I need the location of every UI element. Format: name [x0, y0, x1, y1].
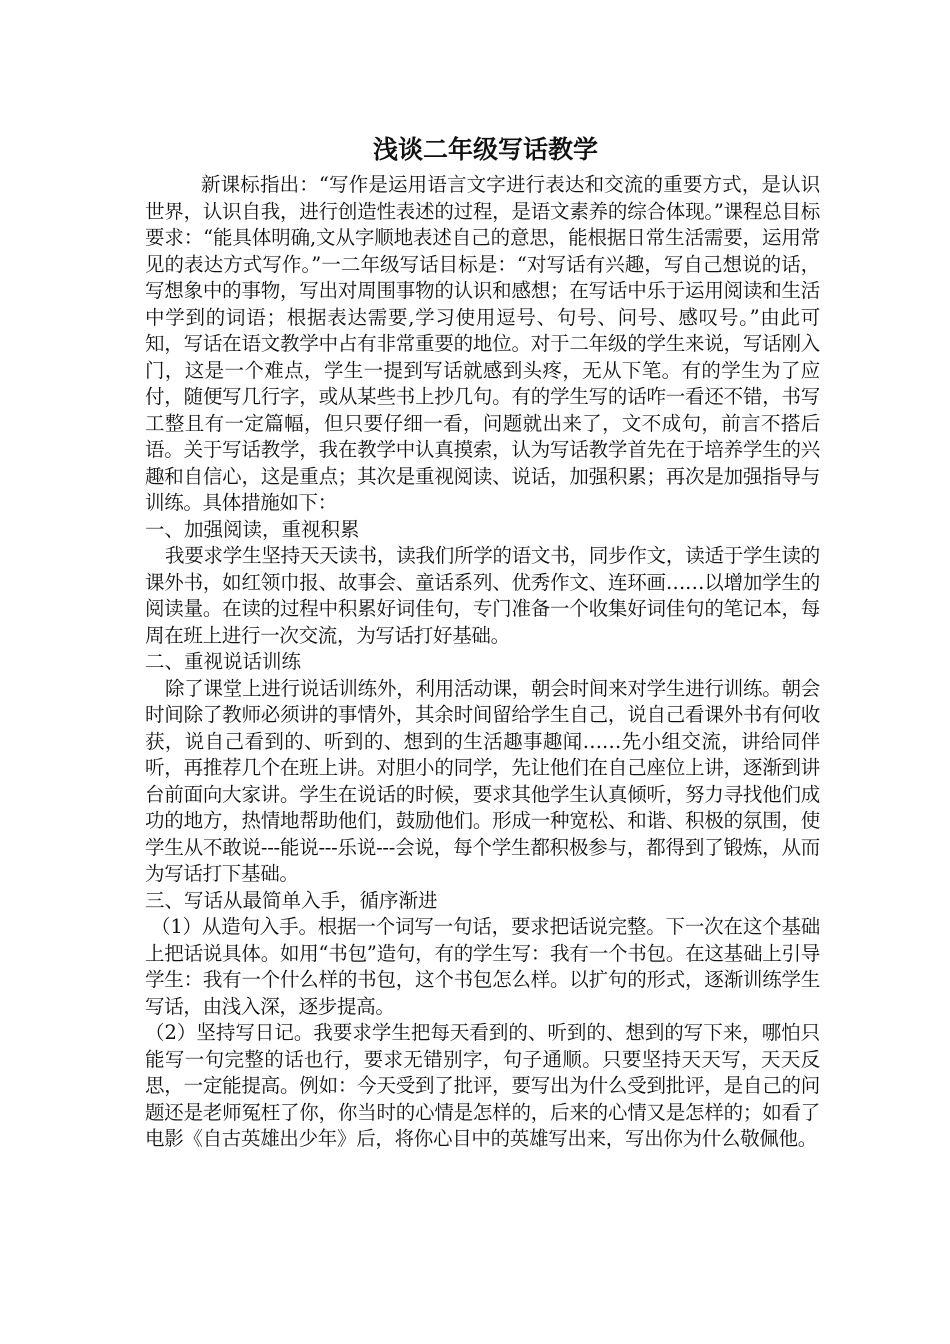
document-page: [145, 132, 820, 1153]
section3-item-2: （2）坚持写日记。我要求学生把每天看到的、听到的、想到的写下来，哪怕只能写一句完整的话也行，要求无错别字，句子通顺。只要坚持天天写，天天反思，一定能提高。例如：今天受到了批评，要写出为什么受到批评，是自己的问题还是老师冤枉了你，你当时的心情是怎样的，后来的心情又是怎样的；如看了电影《自古英雄出少年》后，将你心目中的英雄写出来，写出你为什么敬佩他。: [145, 1021, 820, 1150]
section1-heading: 一、加强阅读，重视积累: [145, 517, 360, 541]
document-title: 浅谈二年级写话教学: [372, 135, 598, 164]
section3-heading: 三、写话从最简单入手，循序渐进: [145, 888, 438, 912]
section2-heading: 二、重视说话训练: [145, 650, 302, 673]
section1-paragraph: 我要求学生坚持天天读书，读我们所学的语文书，同步作文，读适于学生读的课外书，如红领巾报、故事会、童话系列、优秀作文、连环画……以增加学生的阅读量。在读的过程中积累好词佳句，专门准备一个收集好词佳句的笔记本，每周在班上进行一次交流，为写话打好基础。: [145, 544, 820, 647]
intro-paragraph: 新课标指出：“写作是运用语言文字进行表达和交流的重要方式，是认识世界，认识自我，进行创造性表述的过程，是语文素养的综合体现。”课程总目标要求：“能具体明确,文从字顺地表述自己的意思，能根据日常生活需要，运用常见的表达方式写作。”一二年级写话目标是：“对写话有兴趣，写自己想说的话，写想象中的事物，写出对周围事物的认识和感想；在写话中乐于运用阅读和生活中学到的词语；根据表达需要,学习使用逗号、句号、问号、感叹号。”由此可知，写话在语文教学中占有非常重要的地位。对于二年级的学生来说，写话刚入门，这是一个难点，学生一提到写话就感到头疼，无从下笔。有的学生为了应付，随便写几行字，或从某些书上抄几句。有的学生写的话咋一看还不错，书写工整且有一定篇幅，但只要仔细一看，问题就出来了，文不成句，前言不搭后语。关于写话教学，我在教学中认真摸索，认为写话教学首先在于培养学生的兴趣和自信心，这是重点；其次是重视阅读、说话，加强积累；再次是加强指导与训练。具体措施如下：: [145, 173, 820, 514]
section2-paragraph: 除了课堂上进行说话训练外，利用活动课，朝会时间来对学生进行训练。朝会时间除了教师必须讲的事情外，其余时间留给学生自己，说自己看课外书有何收获，说自己看到的、听到的、想到的生活趣事趣闻……先小组交流，讲给同伴听，再推荐几个在班上讲。对胆小的同学，先让他们在自己座位上讲，逐渐到讲台前面向大家讲。学生在说话的时候，要求其他学生认真倾听，努力寻找他们成功的地方，热情地帮助他们，鼓励他们。形成一种宽松、和谐、积极的氛围，使学生从不敢说---能说---乐说---会说，每个学生都积极参与，都得到了锻炼，从而为写话打下基础。: [145, 676, 820, 885]
section3-item-1: （1）从造句入手。根据一个词写一句话，要求把话说完整。下一次在这个基础上把话说具体。如用“书包”造句，有的学生写：我有一个书包。在这基础上引导学生：我有一个什么样的书包，这个书包怎么样。以扩句的形式，逐渐训练学生写话，由浅入深，逐步提高。: [145, 915, 820, 1018]
